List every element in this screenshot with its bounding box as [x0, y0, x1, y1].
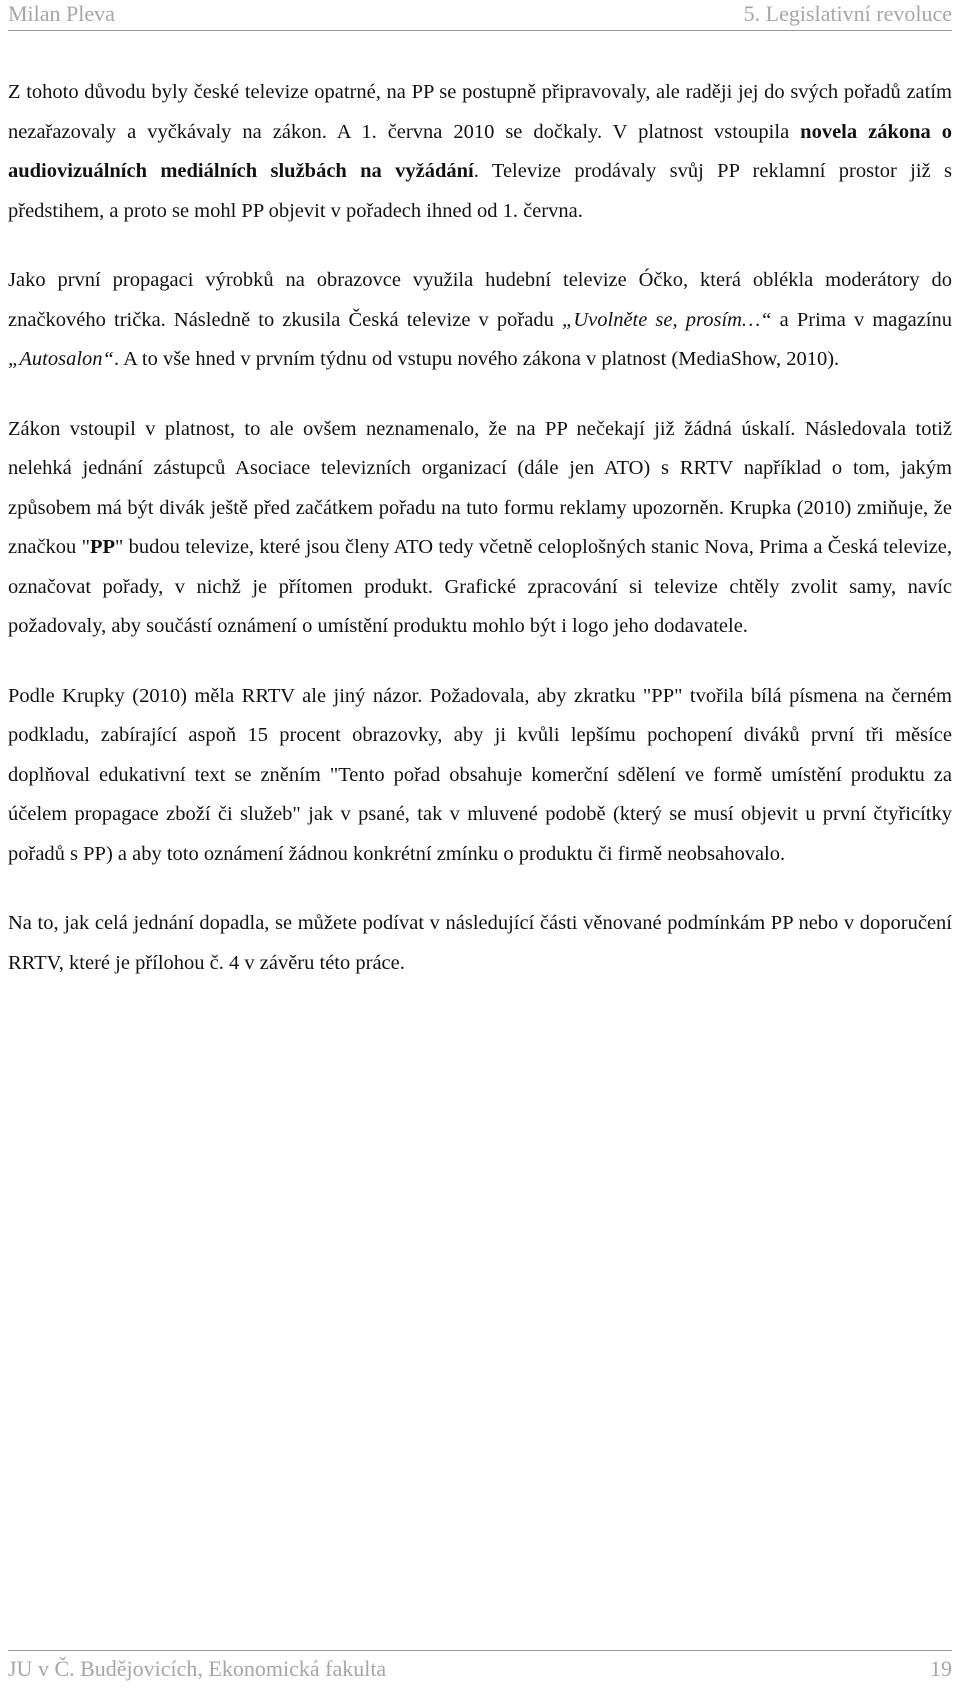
paragraph-2-text-a: Jako první propagaci výrobků na obrazovce využila hudební televize Óčko, která oblékla moderátory do značkového trička. Následně to zkusila Česká televize v pořadu [8, 269, 952, 331]
paragraph-5: Na to, jak celá jednání dopadla, se můžete podívat v následující části věnované podmínkám PP nebo v doporučení RRTV, které je přílohou č. 4 v závěru této práce. [8, 912, 952, 974]
paragraph-3-pp-mark: PP [89, 536, 115, 558]
footer-institution: JU v Č. Budějovicích, Ekonomická fakulta [8, 1656, 387, 1681]
footer-page-number: 19 [930, 1656, 952, 1681]
header-chapter: 5. Legislativní revoluce [743, 1, 952, 26]
paragraph-3-text-a: Zákon vstoupil v platnost, to ale ovšem neznamenalo, že na PP nečekají již žádná úskalí. Následovala totiž nelehká jednání zástupců Asociace televizních organizací (dále jen ATO) s RRTV například o tom, jakým způsobem má být divák ještě před začátkem pořadu na tuto formu reklamy upozorněn. Krupka (2010) zmiňuje, že značkou " [8, 417, 952, 558]
paragraph-3 [8, 410, 952, 647]
paragraph-1-text-c: . Televize prodávaly svůj PP reklamní prostor již s předstihem, a proto se mohl PP objevit v pořadech ihned od 1. června. [8, 160, 952, 222]
paragraph-1 [8, 73, 952, 231]
paragraph-2-show-title-1: „Uvolněte se, prosím…“ [561, 308, 772, 331]
paragraph-2-show-title-2: „Autosalon“ [8, 348, 114, 370]
paragraph-2 [8, 261, 952, 380]
page-footer [8, 1650, 952, 1685]
paragraph-1-text-a: Z tohoto důvodu byly české televize opatrné, na PP se postupně připravovaly, ale raději jej do svých pořadů zatím nezařazovaly a vyčkávaly na zákon. A 1. června 2010 se dočkaly. V platnost vstoupila [8, 81, 952, 143]
paragraph-3-text-c: " budou televize, které jsou členy ATO tedy včetně celoplošných stanic Nova, Prima a Česká televize, označovat pořady, v nichž je přítomen produkt. Grafické zpracování si televize chtěly zvolit samy, navíc požadovaly, aby součástí oznámení o umístění produktu mohlo být i logo jeho dodavatele. [8, 536, 952, 637]
paragraph-4: Podle Krupky (2010) měla RRTV ale jiný názor. Požadovala, aby zkratku "PP" tvořila bílá písmena na černém podkladu, zabírající aspoň 15 procent obrazovky, aby ji kvůli lepšímu pochopení diváků první tři měsíce doplňoval edukativní text se zněním "Tento pořad obsahuje komerční sdělení ve formě umístění produktu za účelem propagace zboží či služeb" jak v psané, tak v mluvené podobě (který se musí objevit u první čtyřicítky pořadů s PP) a aby toto oznámení žádnou konkrétní zmínku o produktu či firmě neobsahovalo. [8, 684, 952, 865]
document-body [8, 73, 952, 1013]
paragraph-1-bold-term: novela zákona o audiovizuálních mediálních službách na vyžádání [8, 120, 952, 182]
paragraph-2-text-c: a Prima v magazínu [771, 308, 953, 331]
paragraph-2-text-e: . A to vše hned v prvním týdnu od vstupu nového zákona v platnost (MediaShow, 2010). [113, 348, 840, 370]
page-header [8, 0, 952, 31]
header-author: Milan Pleva [8, 1, 115, 26]
